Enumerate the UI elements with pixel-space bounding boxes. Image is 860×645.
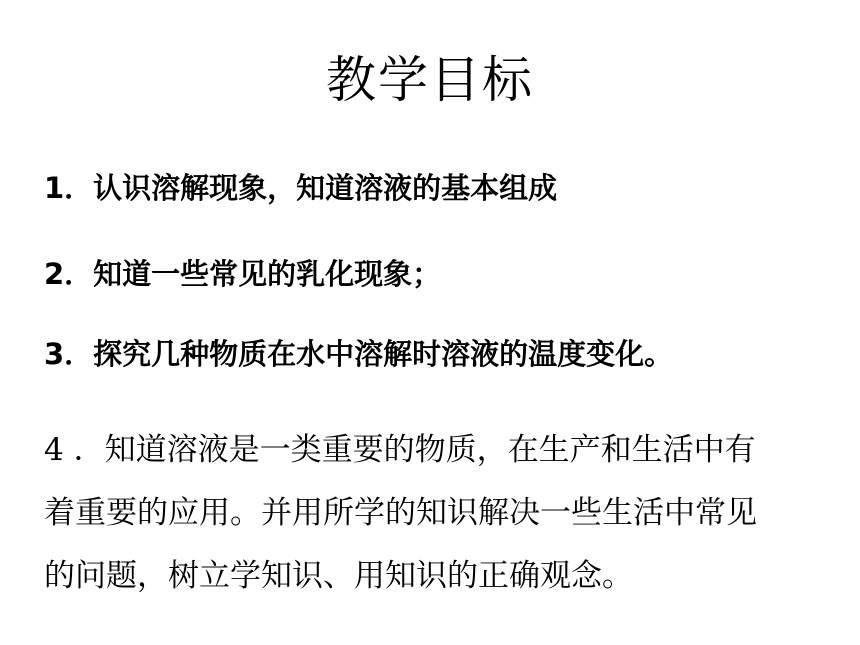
objective-4-line-3: 的问题，树立学知识、用知识的正确观念。 xyxy=(44,558,633,594)
objective-2: 2．知道一些常见的乳化现象； xyxy=(44,257,442,291)
objective-4-line-2: 着重要的应用。并用所学的知识解决一些生活中常见 xyxy=(44,495,757,531)
objective-4 xyxy=(44,419,824,608)
objective-1: 1．认识溶解现象，知道溶液的基本组成 xyxy=(44,171,558,205)
objective-4-line-1: 4 ．知道溶液是一类重要的物质，在生产和生活中有 xyxy=(44,432,756,468)
objective-3: 3．探究几种物质在水中溶解时溶液的温度变化。 xyxy=(44,337,674,371)
slide-title: 教学目标 xyxy=(326,51,534,109)
